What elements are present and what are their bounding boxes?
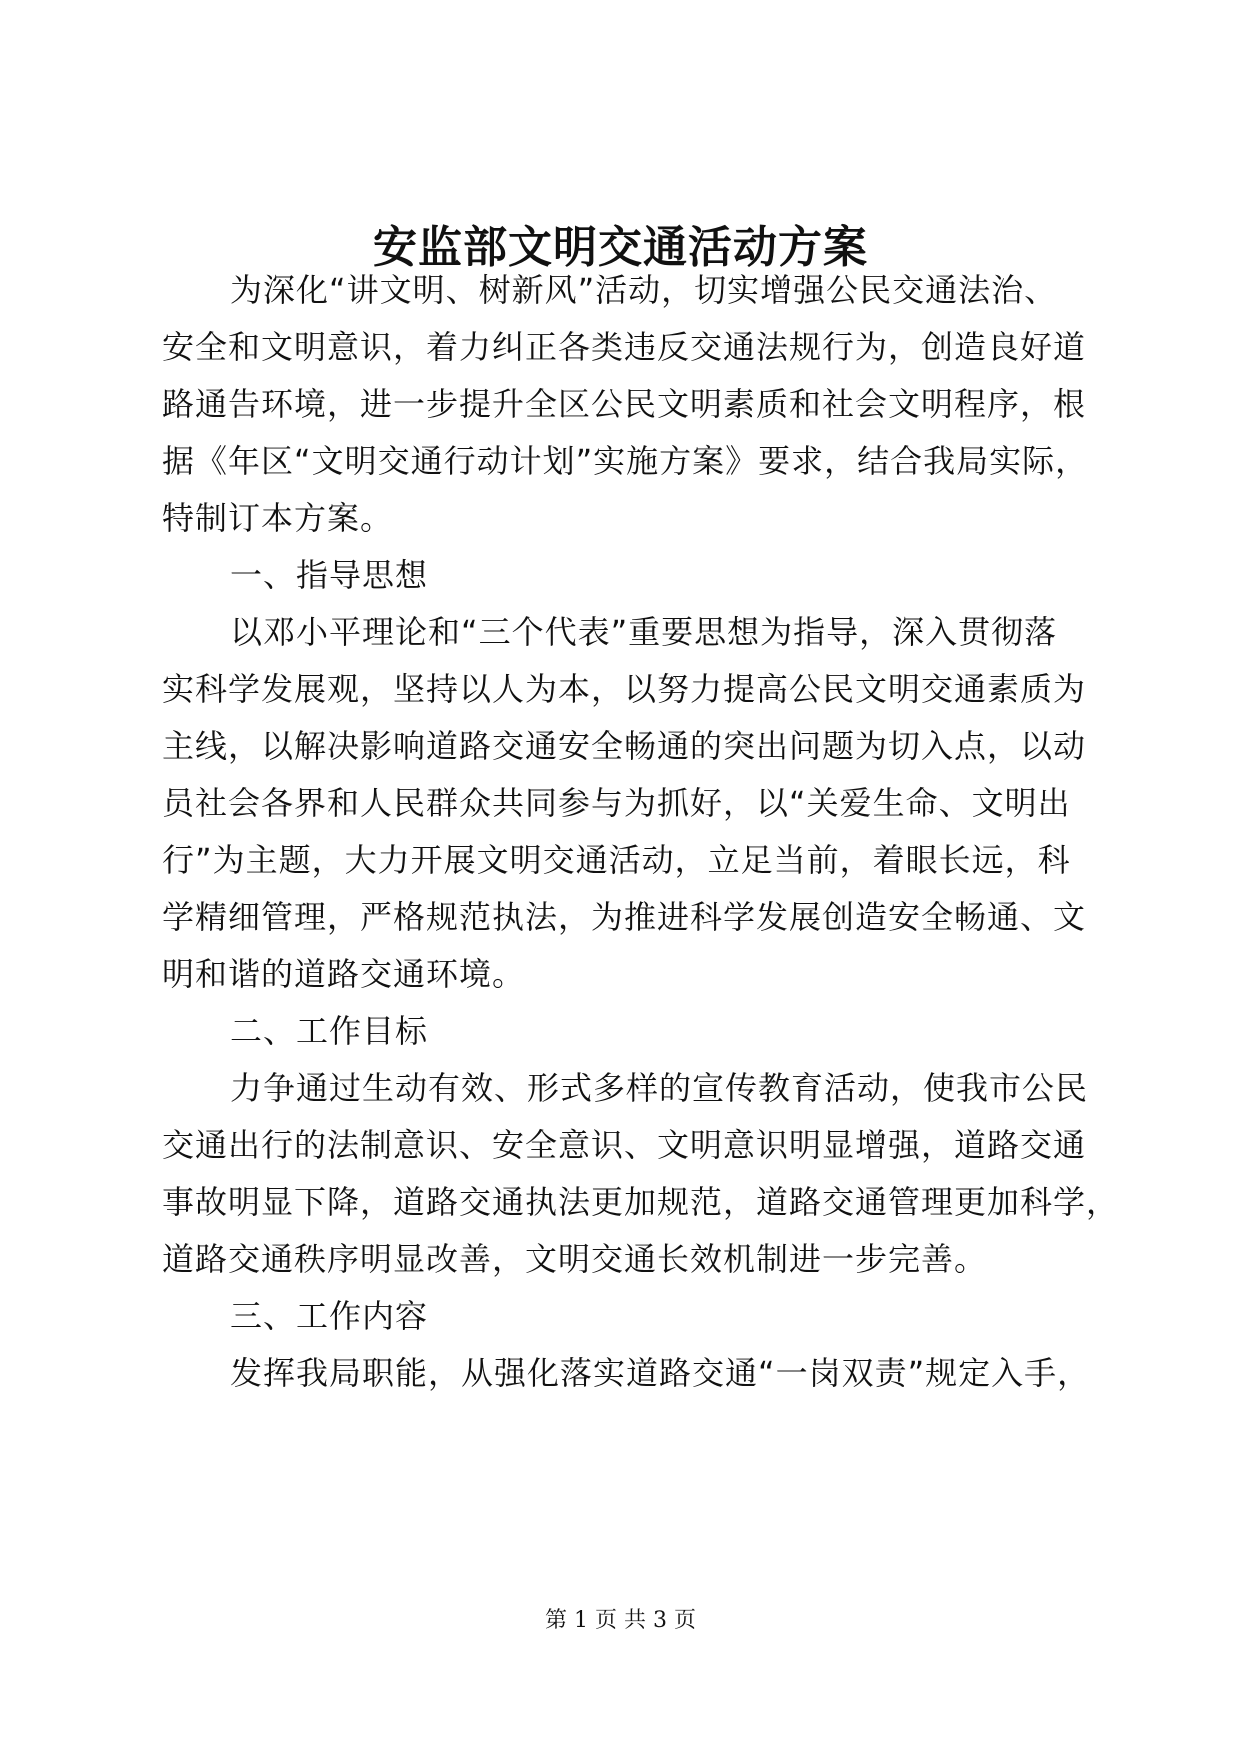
body-line: 事故明显下降，道路交通执法更加规范，道路交通管理更加科学， xyxy=(162,1183,1120,1221)
body-line: 为深化“讲文明、树新风”活动，切实增强公民交通法治、 xyxy=(230,271,1058,309)
page-number-footer: 第 1 页 共 3 页 xyxy=(545,1608,696,1633)
body-line: 据《年区“文明交通行动计划”实施方案》要求，结合我局实际， xyxy=(162,442,1089,480)
body-line: 学精细管理，严格规范执法，为推进科学发展创造安全畅通、文 xyxy=(162,898,1087,936)
body-line: 实科学发展观，坚持以人为本，以努力提高公民文明交通素质为 xyxy=(162,670,1087,708)
section-heading: 一、指导思想 xyxy=(230,556,429,594)
section-heading: 二、工作目标 xyxy=(230,1012,429,1050)
document-title: 安监部文明交通活动方案 xyxy=(373,222,868,273)
body-line: 力争通过生动有效、形式多样的宣传教育活动，使我市公民 xyxy=(230,1069,1089,1107)
body-line: 行”为主题，大力开展文明交通活动，立足当前，着眼长远，科 xyxy=(162,841,1071,879)
body-line: 特制订本方案。 xyxy=(162,499,394,537)
body-line: 交通出行的法制意识、安全意识、文明意识明显增强，道路交通 xyxy=(162,1126,1087,1164)
section-heading: 三、工作内容 xyxy=(230,1297,429,1335)
body-line: 以邓小平理论和“三个代表”重要思想为指导，深入贯彻落 xyxy=(230,613,1058,651)
body-line: 主线，以解决影响道路交通安全畅通的突出问题为切入点，以动 xyxy=(162,727,1087,765)
body-line: 路通告环境，进一步提升全区公民文明素质和社会文明程序，根 xyxy=(162,385,1087,423)
body-line: 员社会各界和人民群众共同参与为抓好，以“关爱生命、文明出 xyxy=(162,784,1071,822)
body-line: 发挥我局职能，从强化落实道路交通“一岗双责”规定入手， xyxy=(230,1354,1091,1392)
body-line: 道路交通秩序明显改善，文明交通长效机制进一步完善。 xyxy=(162,1240,988,1278)
body-line: 安全和文明意识，着力纠正各类违反交通法规行为，创造良好道 xyxy=(162,328,1087,366)
body-line: 明和谐的道路交通环境。 xyxy=(162,955,526,993)
